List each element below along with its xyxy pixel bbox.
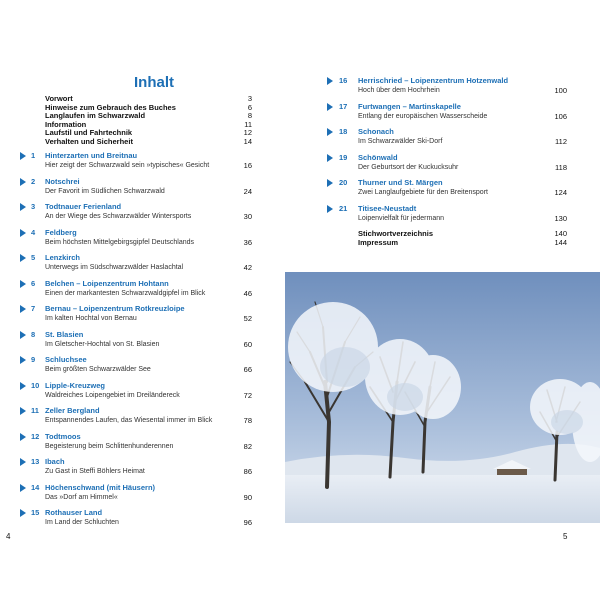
- tour-subtitle: Beim höchsten Mittelgebirgsgipfel Deutschlands: [45, 238, 195, 246]
- tour-page: 60: [243, 339, 252, 349]
- tour-number: 14: [31, 482, 40, 492]
- front-matter-list: [45, 95, 252, 147]
- tour-number: 3: [31, 202, 36, 211]
- tour-subtitle: Der Geburtsort der Kuckucksuhr: [358, 163, 459, 171]
- tour-number: 8: [31, 329, 36, 339]
- tour-entry[interactable]: [327, 178, 567, 204]
- tour-entry[interactable]: [20, 304, 252, 330]
- tour-page: 112: [555, 137, 567, 146]
- tour-name: Zeller Bergland: [45, 406, 100, 415]
- tour-number: 17: [339, 101, 348, 111]
- tour-name: Belchen – Loipenzentrum Hohtann: [45, 278, 169, 288]
- tour-subtitle: Unterwegs im Südschwarzwälder Haslachtal: [45, 264, 184, 271]
- tour-page: 30: [243, 212, 252, 221]
- tour-page: 106: [554, 111, 567, 121]
- tour-entry[interactable]: [20, 355, 252, 381]
- tour-entry[interactable]: [20, 457, 252, 483]
- tour-page: 124: [554, 188, 567, 197]
- tour-subtitle: An der Wiege des Schwarzwälder Wintersports: [45, 213, 192, 220]
- tour-entry[interactable]: [20, 228, 252, 254]
- tour-name: Notschrei: [45, 176, 80, 186]
- tour-number: 19: [339, 152, 348, 162]
- tour-number: 15: [31, 508, 40, 517]
- tour-number: 6: [31, 278, 36, 288]
- tour-entry[interactable]: [20, 381, 252, 407]
- arrow-right-icon: [20, 356, 26, 364]
- tour-entry[interactable]: [20, 483, 252, 509]
- tour-name: Thurner und St. Märgen: [358, 178, 443, 187]
- tour-subtitle: Der Favorit im Südlichen Schwarzwald: [45, 187, 165, 195]
- arrow-right-icon: [20, 331, 26, 339]
- arrow-right-icon: [20, 152, 26, 160]
- tour-name: Schonach: [358, 127, 394, 136]
- tour-name: Feldberg: [45, 227, 77, 237]
- tour-number: 4: [31, 227, 36, 237]
- tour-entry[interactable]: [20, 177, 252, 203]
- tour-name: Ibach: [45, 457, 65, 466]
- tour-page: 82: [243, 441, 252, 451]
- tour-subtitle: Im Schwarzwälder Ski-Dorf: [358, 138, 443, 145]
- tour-entry[interactable]: [327, 204, 567, 230]
- tour-number: 10: [31, 380, 40, 390]
- tour-subtitle: Hoch über dem Hochrhein: [358, 87, 440, 94]
- tour-page: 100: [554, 86, 567, 95]
- tour-name: Bernau – Loipenzentrum Rotkreuzloipe: [45, 304, 185, 313]
- tour-list-right: [327, 76, 567, 229]
- tour-entry[interactable]: [20, 253, 252, 279]
- tour-name: Hinterzarten und Breitnau: [45, 151, 138, 160]
- arrow-right-icon: [20, 407, 26, 415]
- back-matter-list: [358, 229, 567, 247]
- tour-subtitle: Hier zeigt der Schwarzwald sein »typisches« Gesicht: [45, 162, 210, 169]
- tour-subtitle: Zwei Langlaufgebiete für den Breitensport: [358, 189, 488, 196]
- tour-number: 2: [31, 176, 36, 186]
- tour-entry[interactable]: [327, 102, 567, 128]
- tour-name: Schluchsee: [45, 355, 87, 364]
- tour-page: 42: [243, 263, 252, 272]
- arrow-right-icon: [20, 305, 26, 313]
- tour-number: 11: [31, 406, 39, 415]
- arrow-right-icon: [20, 509, 26, 517]
- tour-page: 96: [243, 518, 252, 527]
- tour-number: 20: [339, 178, 348, 187]
- tour-page: 24: [243, 186, 252, 196]
- tour-entry[interactable]: [20, 202, 252, 228]
- tour-number: 5: [31, 253, 36, 262]
- tour-subtitle: Das »Dorf am Himmel«: [45, 493, 118, 501]
- tour-page: 52: [243, 314, 252, 323]
- tour-number: 21: [339, 203, 348, 213]
- arrow-right-icon: [20, 229, 26, 237]
- arrow-right-icon: [327, 103, 333, 111]
- tour-name: Titisee-Neustadt: [358, 203, 417, 213]
- tour-entry[interactable]: [20, 406, 252, 432]
- page-number-left: 4: [6, 532, 11, 541]
- tour-entry[interactable]: [327, 153, 567, 179]
- tour-subtitle: Zu Gast in Steffi Böhlers Heimat: [45, 468, 145, 475]
- tour-number: 16: [339, 76, 348, 85]
- tour-page: 66: [243, 365, 252, 374]
- tour-page: 16: [243, 161, 252, 170]
- tour-name: Höchenschwand (mit Häusern): [45, 482, 156, 492]
- arrow-right-icon: [20, 280, 26, 288]
- arrow-right-icon: [20, 382, 26, 390]
- tour-page: 90: [243, 492, 252, 502]
- tour-subtitle: Einen der markantesten Schwarzwaldgipfel im Blick: [45, 289, 206, 297]
- tour-name: Lipple-Kreuzweg: [45, 380, 106, 390]
- arrow-right-icon: [20, 458, 26, 466]
- tour-subtitle: Im Land der Schluchten: [45, 519, 119, 526]
- front-matter-item: Laufstil und Fahrtechnik 12: [45, 128, 252, 138]
- tour-entry[interactable]: [20, 279, 252, 305]
- tour-list-left: [20, 151, 252, 534]
- arrow-right-icon: [20, 433, 26, 441]
- tour-subtitle: Waldreiches Loipengebiet im Dreiländereck: [45, 391, 180, 399]
- tour-page: 46: [243, 288, 252, 298]
- arrow-right-icon: [20, 484, 26, 492]
- tour-entry[interactable]: [20, 151, 252, 177]
- tour-name: Schönwald: [358, 152, 398, 162]
- tour-number: 13: [31, 457, 40, 466]
- front-matter-item: Verhalten und Sicherheit 14: [45, 136, 252, 146]
- tour-entry[interactable]: [20, 432, 252, 458]
- tour-name: Herrischried – Loipenzentrum Hotzenwald: [358, 76, 509, 85]
- arrow-right-icon: [327, 77, 333, 85]
- tour-entry[interactable]: [327, 127, 567, 153]
- tour-subtitle: Im kalten Hochtal von Bernau: [45, 315, 137, 322]
- tour-page: 130: [554, 213, 567, 223]
- arrow-right-icon: [327, 154, 333, 162]
- arrow-right-icon: [327, 205, 333, 213]
- tour-subtitle: Entspannendes Laufen, das Wiesental immer im Blick: [45, 417, 213, 424]
- arrow-right-icon: [327, 128, 333, 136]
- front-matter-item: Information 11: [45, 119, 252, 129]
- tour-name: Todtmoos: [45, 431, 81, 441]
- front-matter-item: Hinweise zum Gebrauch des Buches 6: [45, 102, 252, 112]
- arrow-right-icon: [20, 178, 26, 186]
- tour-number: 7: [31, 304, 36, 313]
- tour-name: Furtwangen – Martinskapelle: [358, 101, 461, 111]
- arrow-right-icon: [20, 203, 26, 211]
- tour-subtitle: Beim größten Schwarzwälder See: [45, 366, 151, 373]
- tour-subtitle: Begeisterung beim Schlittenhunderennen: [45, 442, 174, 450]
- toc-heading: Inhalt: [134, 74, 174, 91]
- tour-entry[interactable]: [20, 508, 252, 534]
- tour-number: 9: [31, 355, 36, 364]
- tour-page: 72: [243, 390, 252, 400]
- snowy-trees-illustration: [285, 272, 600, 523]
- tour-name: St. Blasien: [45, 329, 84, 339]
- tour-page: 118: [555, 162, 567, 172]
- tour-page: 36: [243, 237, 252, 247]
- winter-landscape-photo: [285, 272, 600, 523]
- page-number-right: 5: [563, 532, 568, 541]
- back-matter-item: Stichwortverzeichnis 140: [358, 229, 567, 238]
- tour-name: Todtnauer Ferienland: [45, 202, 122, 211]
- tour-entry[interactable]: [20, 330, 252, 356]
- tour-page: 86: [243, 467, 252, 476]
- tour-number: 18: [339, 127, 348, 136]
- tour-number: 1: [31, 151, 36, 160]
- tour-number: 12: [31, 431, 40, 441]
- tour-entry[interactable]: [327, 76, 567, 102]
- arrow-right-icon: [327, 179, 333, 187]
- tour-subtitle: Im Gletscher-Hochtal von St. Blasien: [45, 340, 160, 348]
- tour-page: 78: [243, 416, 252, 425]
- tour-name: Lenzkirch: [45, 253, 81, 262]
- front-matter-item: Langlaufen im Schwarzwald 8: [45, 111, 252, 121]
- back-matter-item: Impressum 144: [358, 238, 567, 247]
- arrow-right-icon: [20, 254, 26, 262]
- tour-subtitle: Loipenvielfalt für jedermann: [358, 214, 444, 222]
- tour-subtitle: Entlang der europäischen Wasserscheide: [358, 112, 488, 120]
- tour-name: Rothauser Land: [45, 508, 103, 517]
- front-matter-item: Vorwort 3: [45, 94, 252, 103]
